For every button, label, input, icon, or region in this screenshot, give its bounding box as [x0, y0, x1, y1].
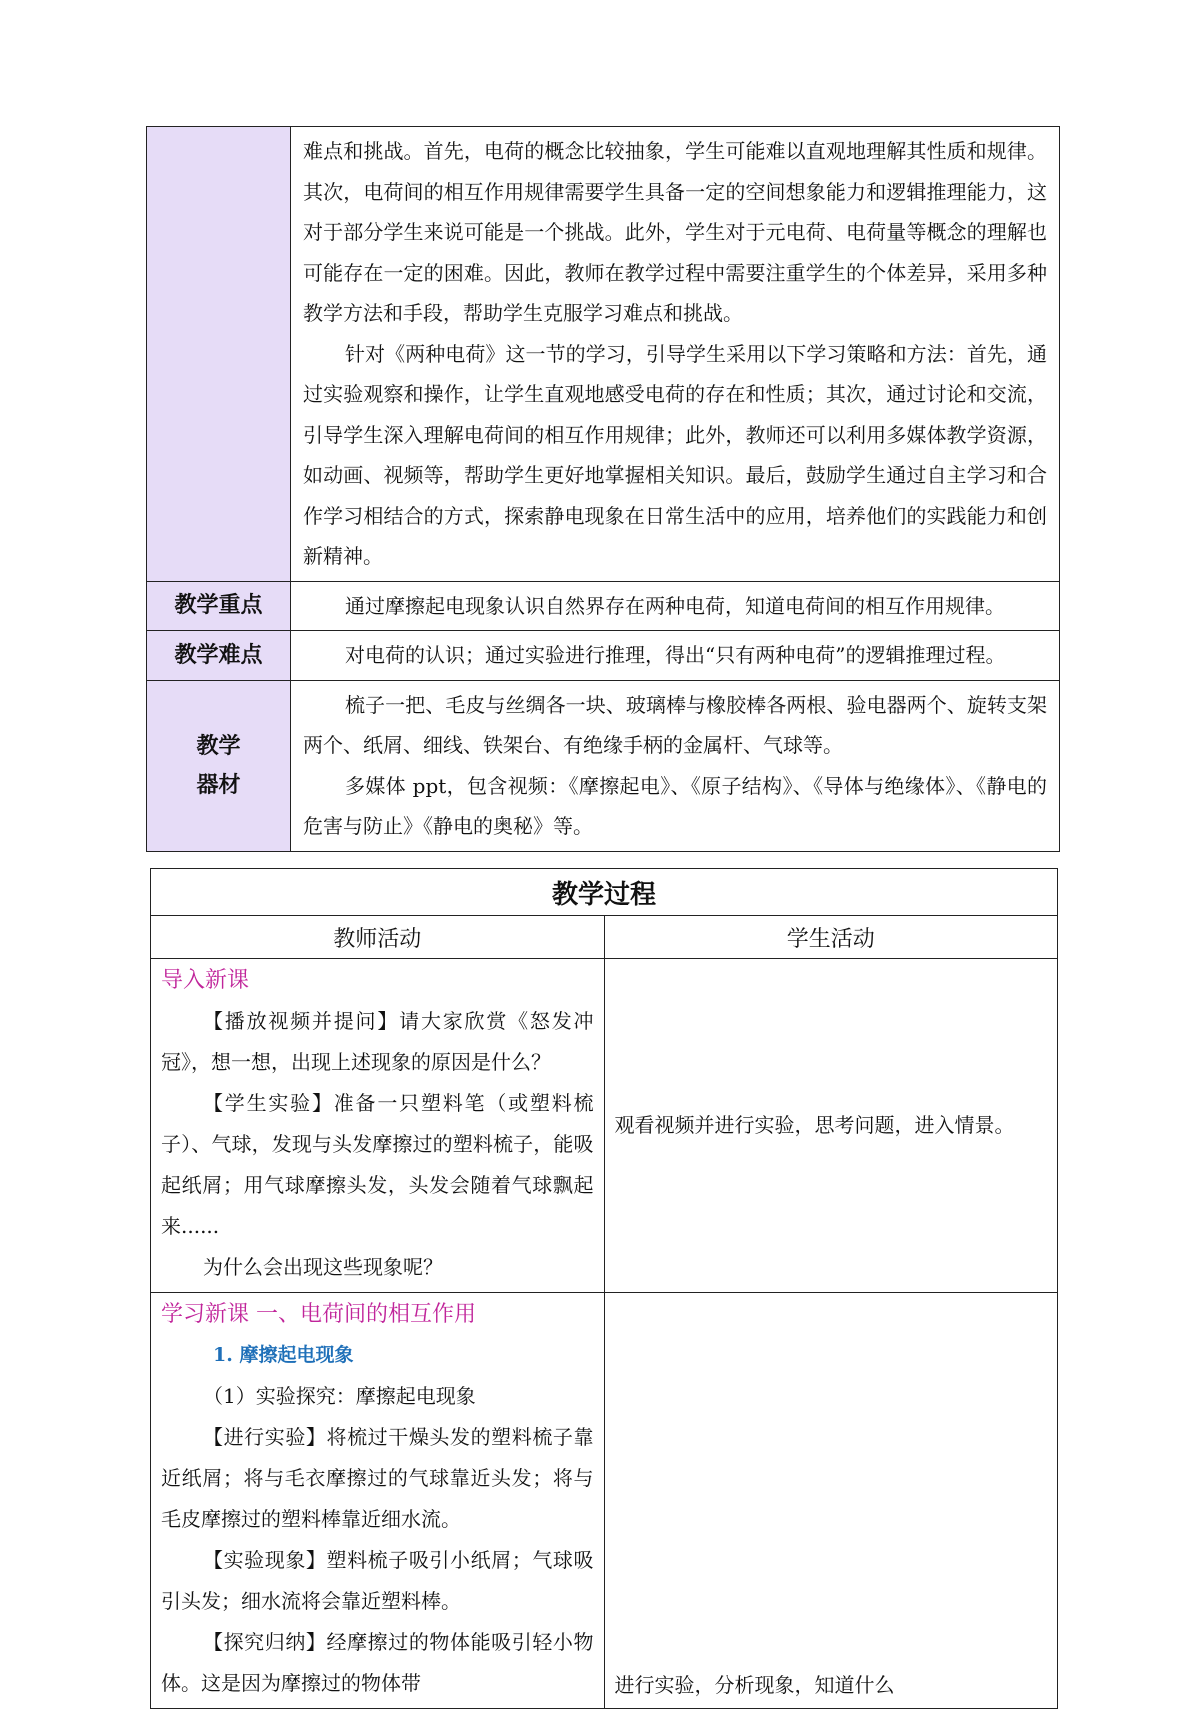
- materials-label: [147, 680, 291, 851]
- intro-heading: 导入新课: [161, 968, 250, 993]
- analysis-paragraph: 难点和挑战。首先，电荷的概念比较抽象，学生可能难以直观地理解其性质和规律。其次，电荷间的相互作用规律需要学生具备一定的空间想象能力和逻辑推理能力，这对于部分学生来说可能是一个挑战。此外，学生对于元电荷、电荷量等概念的理解也可能存在一定的困难。因此，教师在教学过程中需要注重学生的个体差异，采用多种教学方法和手段，帮助学生克服学习难点和挑战。: [303, 139, 1047, 325]
- analysis-continuation-cell: [291, 127, 1060, 582]
- new-lesson-student-text: 进行实验，分析现象，知道什么: [614, 1673, 895, 1697]
- intro-teacher-cell: [151, 959, 605, 1293]
- intro-paragraph: 【播放视频并提问】请大家欣赏《怒发冲冠》，想一想，出现上述现象的原因是什么？: [161, 1009, 594, 1074]
- materials-label-line1: 教学: [196, 733, 241, 759]
- key-point-cell: [291, 581, 1060, 631]
- materials-label-line2: 器材: [196, 772, 241, 798]
- new-lesson-student-cell: [604, 1293, 1058, 1709]
- new-lesson-paragraph: 【进行实验】将梳过干燥头发的塑料梳子靠近纸屑；将与毛衣摩擦过的气球靠近头发；将与毛皮摩擦过的塑料棒靠近细水流。: [161, 1425, 594, 1531]
- new-lesson-teacher-cell: [151, 1293, 605, 1709]
- difficult-point-text: 对电荷的认识；通过实验进行推理，得出“只有两种电荷”的逻辑推理过程。: [345, 643, 1006, 667]
- teaching-process-table: [150, 868, 1058, 1709]
- lesson-info-table: [146, 126, 1060, 852]
- teacher-activity-header: 教师活动: [151, 916, 605, 959]
- materials-cell: [291, 680, 1060, 851]
- new-lesson-paragraph: 【实验现象】塑料梳子吸引小纸屑；气球吸引头发；细水流将会靠近塑料棒。: [161, 1548, 594, 1613]
- difficult-point-label: 教学难点: [147, 631, 291, 681]
- strategy-paragraph: 针对《两种电荷》这一节的学习，引导学生采用以下学习策略和方法：首先，通过实验观察和操作，让学生直观地感受电荷的存在和性质；其次，通过讨论和交流，引导学生深入理解电荷间的相互作用规律；此外，教师还可以利用多媒体教学资源，如动画、视频等，帮助学生更好地掌握相关知识。最后，鼓励学生通过自主学习和合作学习相结合的方式，探索静电现象在日常生活中的应用，培养他们的实践能力和创新精神。: [303, 341, 1047, 568]
- difficult-point-cell: [291, 631, 1060, 681]
- process-title: 教学过程: [151, 869, 1058, 916]
- intro-student-cell: [604, 959, 1058, 1293]
- intro-paragraph: 【学生实验】准备一只塑料笔（或塑料梳子）、气球，发现与头发摩擦过的塑料梳子，能吸起纸屑；用气球摩擦头发，头发会随着气球飘起来......: [161, 1091, 594, 1238]
- multimedia-paragraph: 多媒体 ppt，包含视频：《摩擦起电》、《原子结构》、《导体与绝缘体》、《静电的危害与防止》《静电的奥秘》等。: [303, 773, 1047, 838]
- new-lesson-paragraph: （1）实验探究：摩擦起电现象: [203, 1384, 476, 1408]
- new-lesson-paragraph: 【探究归纳】经摩擦过的物体能吸引轻小物体。这是因为摩擦过的物体带: [161, 1630, 594, 1695]
- student-activity-header: 学生活动: [604, 916, 1058, 959]
- key-point-label: 教学重点: [147, 581, 291, 631]
- key-point-text: 通过摩擦起电现象认识自然界存在两种电荷，知道电荷间的相互作用规律。: [345, 593, 1005, 618]
- new-lesson-heading: 学习新课 一、电荷间的相互作用: [161, 1302, 476, 1327]
- new-lesson-subheading: 1. 摩擦起电现象: [213, 1344, 354, 1366]
- intro-student-text: 观看视频并进行实验，思考问题，进入情景。: [614, 1113, 1015, 1137]
- materials-paragraph: 梳子一把、毛皮与丝绸各一块、玻璃棒与橡胶棒各两根、验电器两个、旋转支架两个、纸屑、细线、铁架台、有绝缘手柄的金属杆、气球等。: [303, 692, 1047, 757]
- intro-paragraph: 为什么会出现这些现象呢？: [203, 1255, 443, 1279]
- continued-label-cell: [147, 127, 291, 582]
